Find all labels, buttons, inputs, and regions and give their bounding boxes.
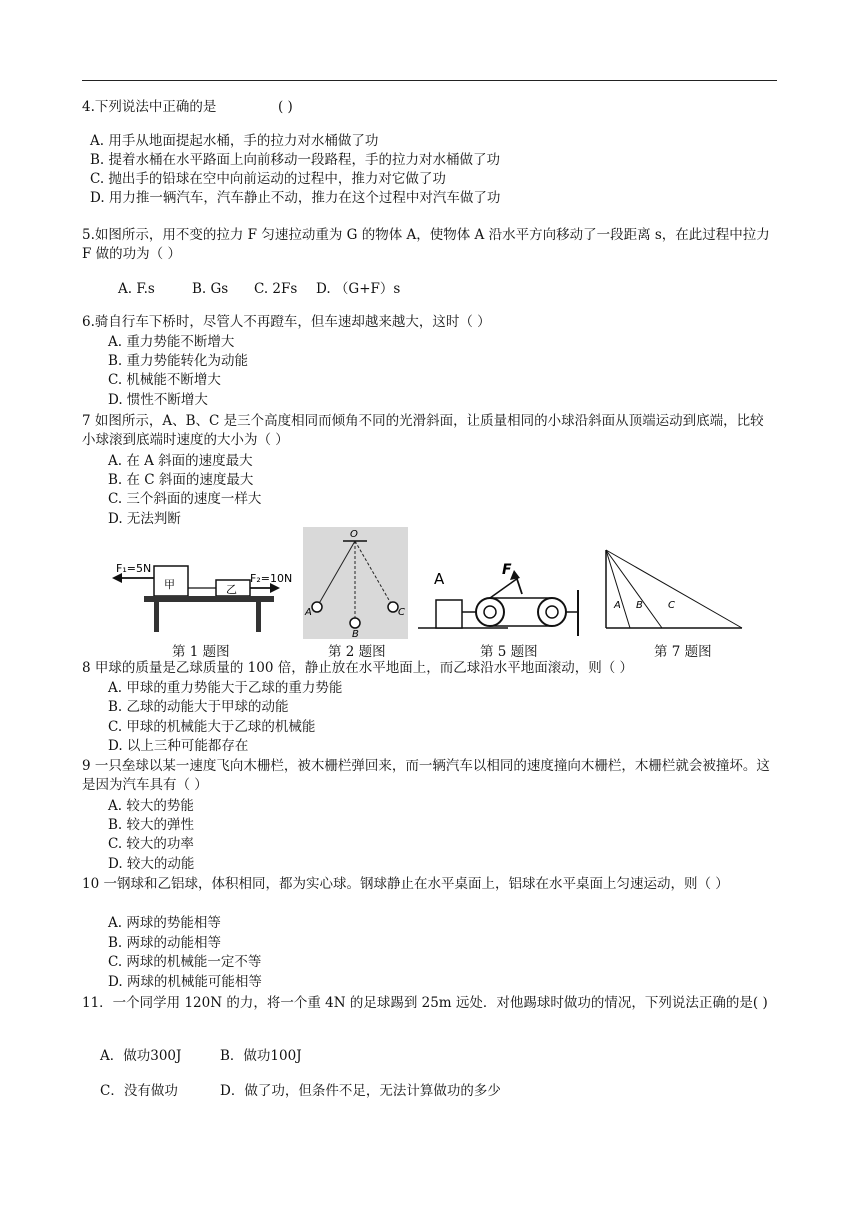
q11-option-c: C．没有做功 [100,1083,178,1099]
q5-option-b: B. Gs [192,281,229,297]
fig2-label-o: O [350,529,358,540]
q11-option-b: B．做功100J [220,1048,302,1064]
fig1-f2-label: F₂=10N [250,572,293,585]
q4-option-d: D. 用力推一辆汽车，汽车静止不动，推力在这个过程中对汽车做了功 [90,190,501,206]
figure-2-pendulum [303,527,408,639]
q8-option-a: A. 甲球的重力势能大于乙球的重力势能 [108,680,343,696]
q4-option-c: C. 抛出手的铅球在空中向前运动的过程中，推力对它做了功 [90,171,446,187]
table-top [144,596,274,602]
q7-option-a: A. 在 A 斜面的速度最大 [108,453,253,469]
figure-7-inclines [600,548,745,632]
q10-option-d: D. 两球的机械能可能相等 [108,974,262,990]
fig2-label-a: A [305,607,312,618]
fig5-block-a [436,600,462,628]
q7-option-b: B. 在 C 斜面的速度最大 [108,472,254,488]
q11-option-a: A．做功300J [100,1048,182,1064]
header-rule [82,80,777,81]
q6-option-d: D. 惯性不断增大 [108,392,208,408]
q5-option-c: C. 2Fs [254,281,298,297]
fig7-label-c: C [668,600,675,611]
fig1-box1-label: 甲 [164,578,175,591]
q8-option-b: B. 乙球的动能大于甲球的动能 [108,699,289,715]
fig1-box2-label: 乙 [226,583,237,596]
q8-option-c: C. 甲球的机械能大于乙球的机械能 [108,719,316,735]
ball-b-icon [350,618,360,628]
q9-stem: 9 一只垒球以某一速度飞向木栅栏，被木栅栏弹回来，而一辆汽车以相同的速度撞向木栅栏，木栅栏就会被撞坏。这是因为汽车具有（ ） [82,758,770,793]
q8-option-d: D. 以上三种可能都存在 [108,738,249,754]
caption-fig1: 第 1 题图 [172,644,230,660]
fig2-label-c: C [398,607,405,618]
q4-stem: 4.下列说法中正确的是 [82,99,217,115]
q10-stem: 10 一钢球和乙铝球，体积相同，都为实心球。钢球静止在水平桌面上，铝球在水平桌面上匀速运动，则（ ） [82,876,729,892]
q8-stem: 8 甲球的质量是乙球质量的 100 倍，静止放在水平地面上，而乙球沿水平地面滚动，则（ ） [82,660,634,676]
q6-stem: 6.骑自行车下桥时，尽管人不再蹬车，但车速却越来越大，这时（ ） [82,314,491,330]
figure-1-table-blocks [110,558,293,638]
q9-option-d: D. 较大的动能 [108,856,195,872]
ball-a-icon [312,602,322,612]
caption-fig7: 第 7 题图 [654,644,712,660]
q10-option-a: A. 两球的势能相等 [108,915,221,931]
q11-stem: 11．一个同学用 120N 的力，将一个重 4N 的足球踢到 25m 远处．对他踢球时做功的情况，下列说法正确的是( ) [82,995,768,1011]
ball-c-icon [388,602,398,612]
figure-5-pulley [418,560,598,638]
fig1-f1-label: F₁=5N [116,562,152,575]
q6-option-b: B. 重力势能转化为动能 [108,353,249,369]
fig5-label-f: F [502,562,512,578]
q6-option-a: A. 重力势能不断增大 [108,334,235,350]
caption-fig5: 第 5 题图 [480,644,538,660]
q4-paren: ( ) [278,99,293,115]
q4-option-b: B. 提着水桶在水平路面上向前移动一段路程，手的拉力对水桶做了功 [90,152,501,168]
q6-option-c: C. 机械能不断增大 [108,372,221,388]
q9-option-a: A. 较大的势能 [108,798,194,814]
fig7-label-a: A [614,600,621,611]
q9-option-b: B. 较大的弹性 [108,817,195,833]
caption-fig2: 第 2 题图 [328,644,386,660]
q5-option-d: D. （G+F）s [316,281,401,297]
q5-option-a: A. F.s [118,281,155,297]
fig7-label-b: B [636,600,643,611]
q4-option-a: A. 用手从地面提起水桶，手的拉力对水桶做了功 [90,133,379,149]
q7-stem: 7 如图所示，A、B、C 是三个高度相同而倾角不同的光滑斜面，让质量相同的小球沿斜面从顶端运动到底端，比较小球滚到底端时速度的大小为（ ） [82,413,764,448]
q11-option-d: D．做了功，但条件不足，无法计算做功的多少 [220,1083,501,1099]
q10-option-b: B. 两球的动能相等 [108,935,222,951]
q10-option-c: C. 两球的机械能一定不等 [108,954,262,970]
fig5-label-a: A [434,570,445,588]
q7-option-d: D. 无法判断 [108,511,181,527]
fig2-label-b: B [352,629,359,640]
q7-option-c: C. 三个斜面的速度一样大 [108,491,262,507]
q9-option-c: C. 较大的功率 [108,836,194,852]
q5-stem: 5.如图所示，用不变的拉力 F 匀速拉动重为 G 的物体 A，使物体 A 沿水平方向移动了一段距离 s，在此过程中拉力 F 做的功为（ ） [82,227,770,262]
